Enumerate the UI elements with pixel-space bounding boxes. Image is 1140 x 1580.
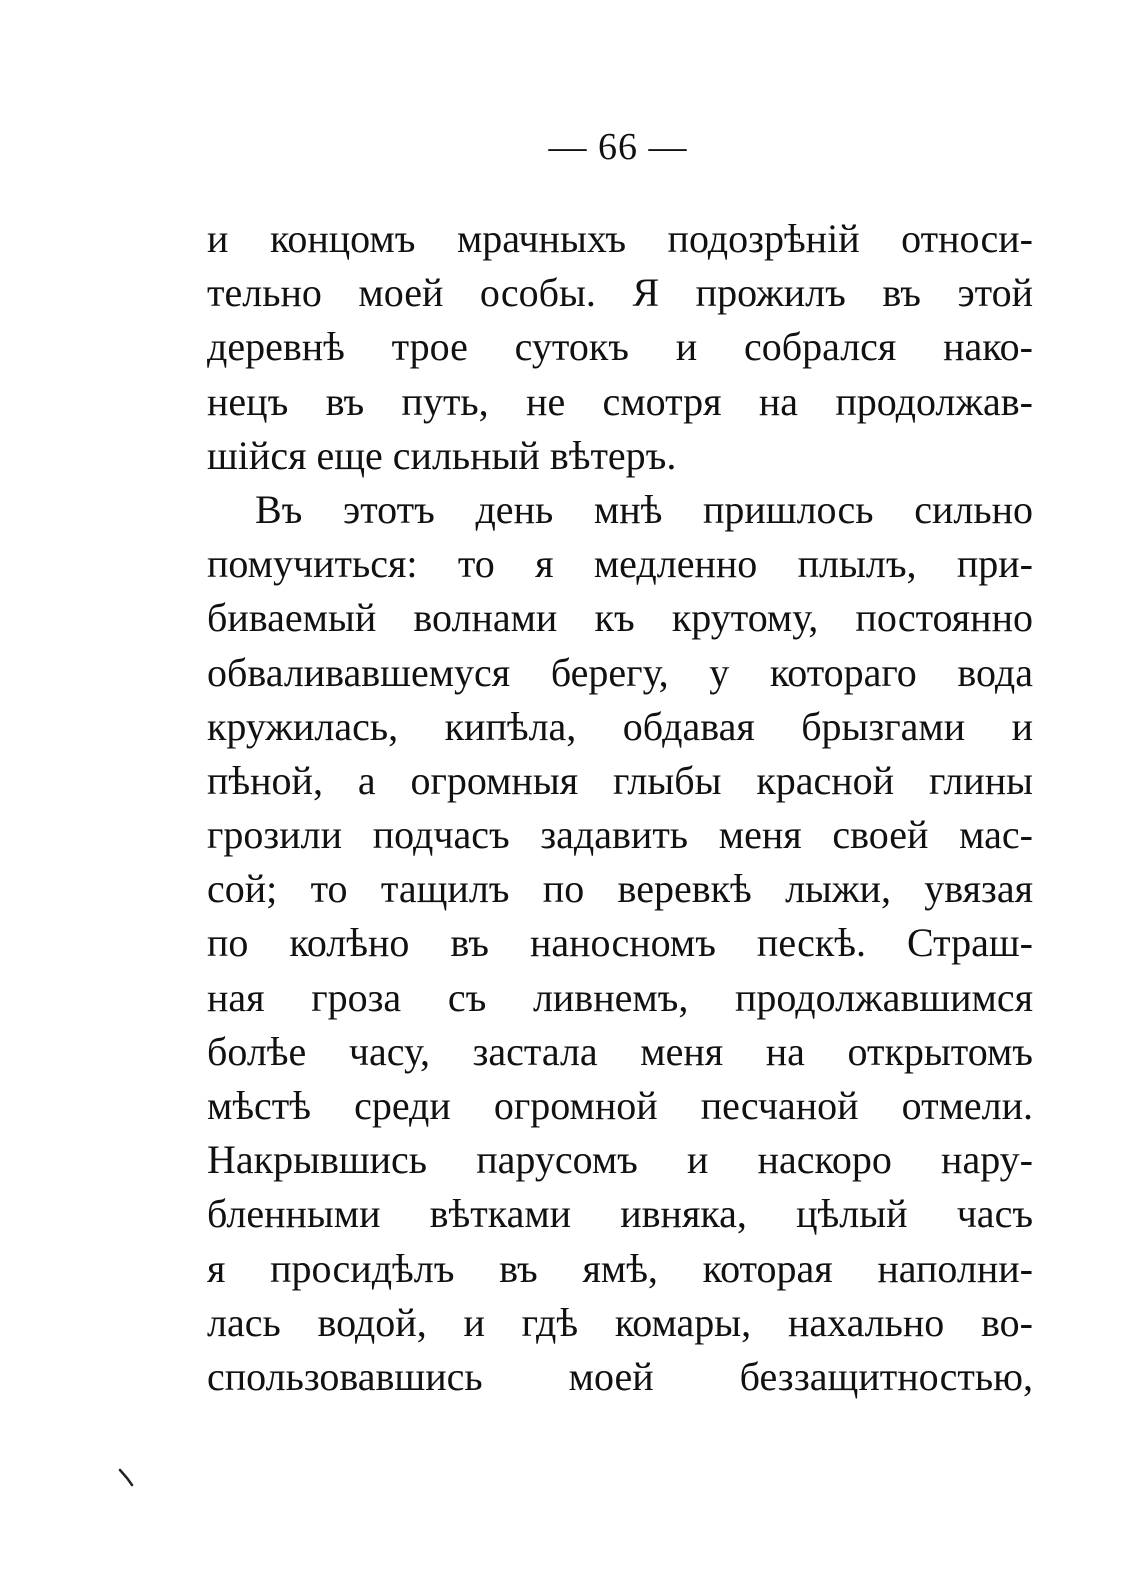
text-line: нецъ въ путь, не смотря на продолжав-: [207, 378, 1033, 424]
text-line: мѣстѣ среди огромной песчаной отмели.: [207, 1083, 1033, 1128]
text-line: бленными вѣтками ивняка, цѣлый часъ: [207, 1191, 1033, 1237]
text-line: тельно моей особы. Я прожилъ въ этой: [207, 270, 1033, 316]
text-line: болѣе часу, застала меня на открытомъ: [207, 1028, 1033, 1074]
text-line: биваемый волнами къ крутому, постоянно: [207, 595, 1033, 641]
text-line: спользовавшись моей беззащитностью,: [207, 1353, 1033, 1399]
text-line: сой; то тащилъ по веревкѣ лыжи, увязая: [207, 866, 1033, 912]
text-line: пѣной, а огромныя глыбы красной глины: [207, 757, 1033, 803]
body-text: [207, 212, 1033, 1404]
text-line: Въ этотъ день мнѣ пришлось сильно: [255, 486, 1033, 532]
text-line: обваливавшемуся берегу, у котораго вода: [207, 649, 1033, 695]
text-line: помучиться: то я медленно плылъ, при-: [207, 541, 1033, 587]
text-line: лась водой, и гдѣ комары, нахально во-: [207, 1299, 1033, 1345]
text-line: кружилась, кипѣла, обдавая брызгами и: [207, 703, 1033, 749]
text-line: грозили подчасъ задавить меня своей мас-: [207, 812, 1033, 858]
text-line: я просидѣлъ въ ямѣ, которая наполни-: [207, 1245, 1033, 1291]
text-line: ная гроза съ ливнемъ, продолжавшимся: [207, 974, 1033, 1020]
text-line: по колѣно въ наносномъ пескѣ. Страш-: [207, 920, 1033, 966]
text-line: Накрывшись парусомъ и наскоро нару-: [207, 1137, 1033, 1183]
page-number: — 66 —: [548, 126, 688, 168]
text-line: деревнѣ трое сутокъ и собрался нако-: [207, 324, 1033, 370]
text-line: шійся еще сильный вѣтеръ.: [207, 432, 677, 478]
text-line: и концомъ мрачныхъ подозрѣній относи-: [207, 216, 1033, 261]
ink-speck: [118, 1468, 134, 1488]
